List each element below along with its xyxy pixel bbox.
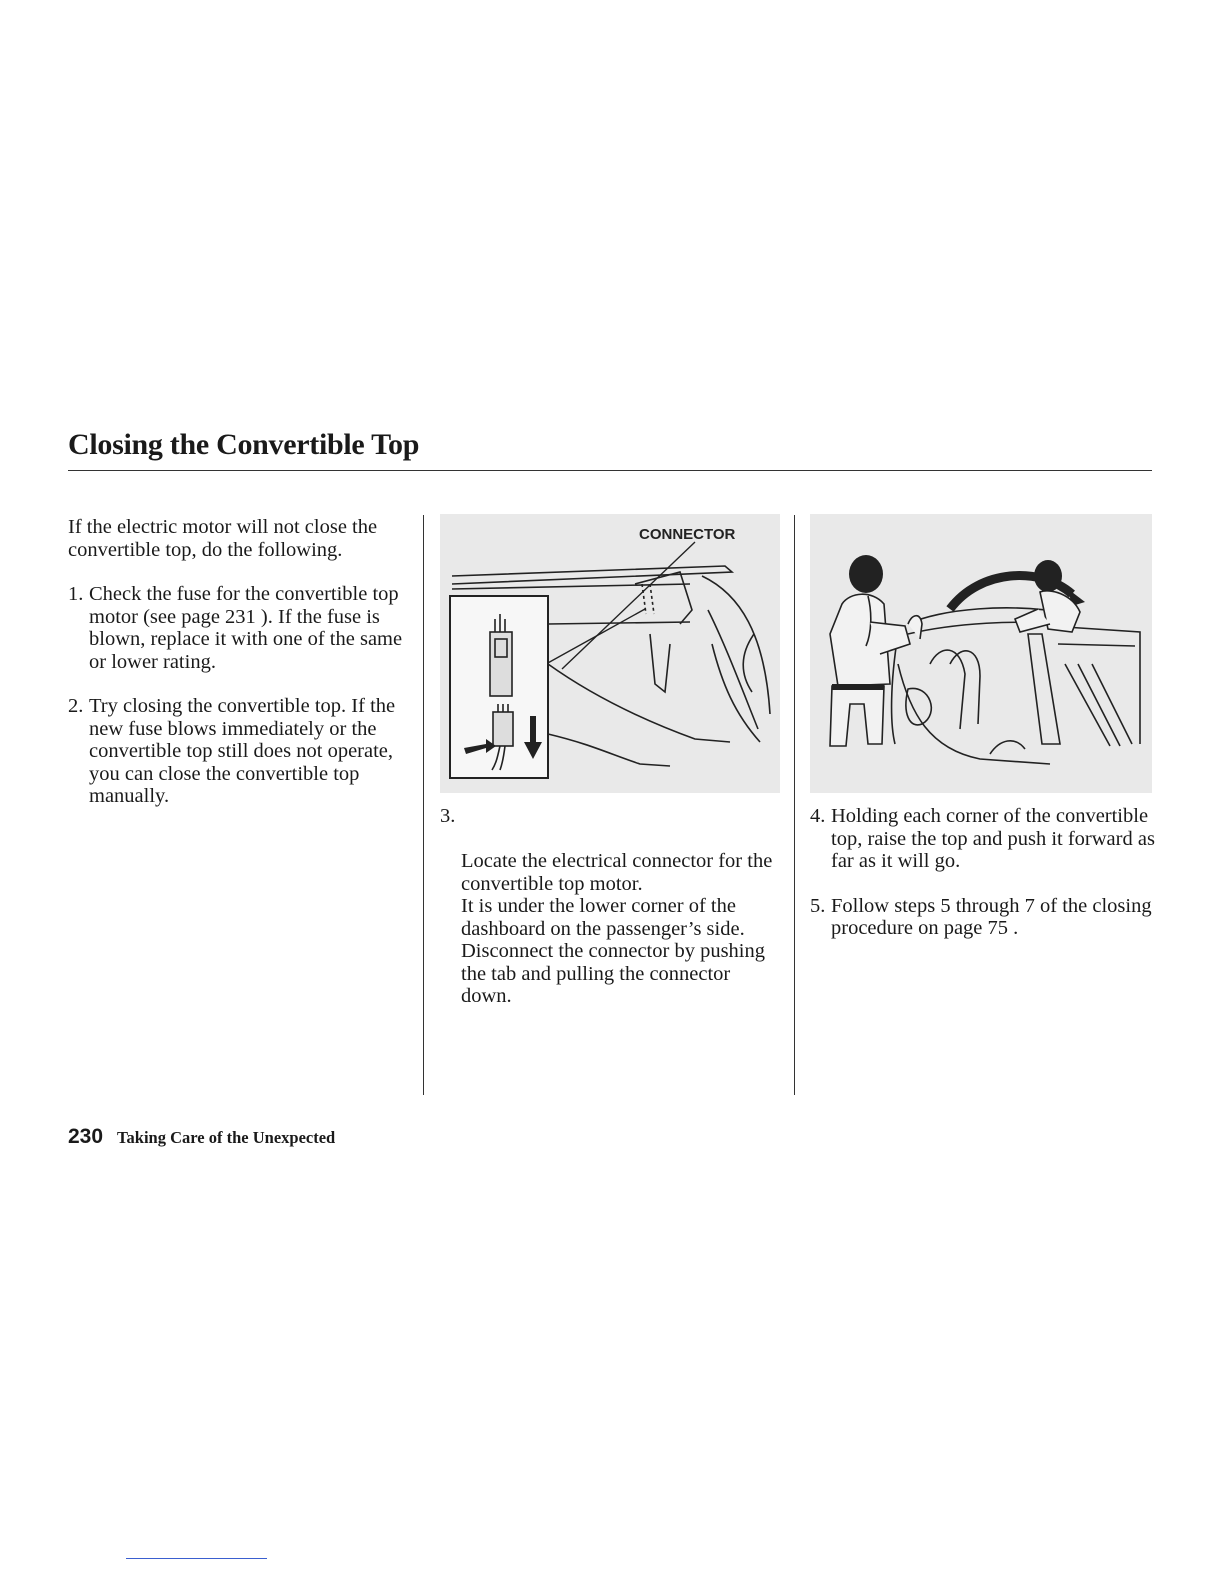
step-text: Follow steps 5 through 7 of the closing procedure on page 75 . — [831, 894, 1152, 939]
step-5 — [810, 895, 1155, 940]
title-rule — [68, 470, 1152, 471]
dashboard-connector-drawing — [440, 514, 780, 793]
step-number: 1. — [68, 583, 84, 605]
page-number: 230 — [68, 1125, 104, 1148]
step-number: 4. — [810, 805, 826, 827]
step-2 — [68, 695, 413, 808]
raising-top-illustration — [810, 514, 1152, 793]
column-divider-2 — [794, 515, 795, 1095]
step-text: Check the fuse for the convertible top motor (see page 231 ). If the fuse is blown, replace it with one of the same or lower rating. — [89, 583, 403, 673]
page-title: Closing the Convertible Top — [68, 428, 420, 461]
step-3 — [440, 805, 785, 1008]
step-text: Holding each corner of the convertible top, raise the top and push it forward as far as it will go. — [831, 805, 1155, 872]
step-number: 3. — [440, 805, 456, 827]
intro-text: If the electric motor will not close the convertible top, do the following. — [68, 516, 378, 561]
column-divider-1 — [423, 515, 424, 1095]
step-1 — [68, 583, 413, 673]
step-4 — [810, 805, 1155, 873]
people-raising-top-drawing — [810, 514, 1152, 793]
column-3 — [810, 805, 1155, 940]
step-number: 5. — [810, 894, 826, 917]
section-name: Taking Care of the Unexpected — [117, 1128, 336, 1147]
page-footer — [68, 1125, 335, 1149]
step-text: Try closing the convertible top. If the new fuse blows immediately or the convertible top still does not operate, you can close the convertible top manually. — [89, 695, 396, 807]
bottom-divider — [126, 1558, 267, 1559]
column-2 — [440, 805, 785, 1008]
connector-illustration — [440, 514, 780, 793]
connector-label: CONNECTOR — [639, 526, 736, 543]
step-number: 2. — [68, 695, 84, 717]
step-text: Locate the electrical connector for the convertible top motor. It is under the lower corner of the dashboard on the passenger’s side. Disconnect the connector by pushing the tab and pulling the connector down. — [461, 850, 773, 1007]
column-1 — [68, 516, 413, 808]
